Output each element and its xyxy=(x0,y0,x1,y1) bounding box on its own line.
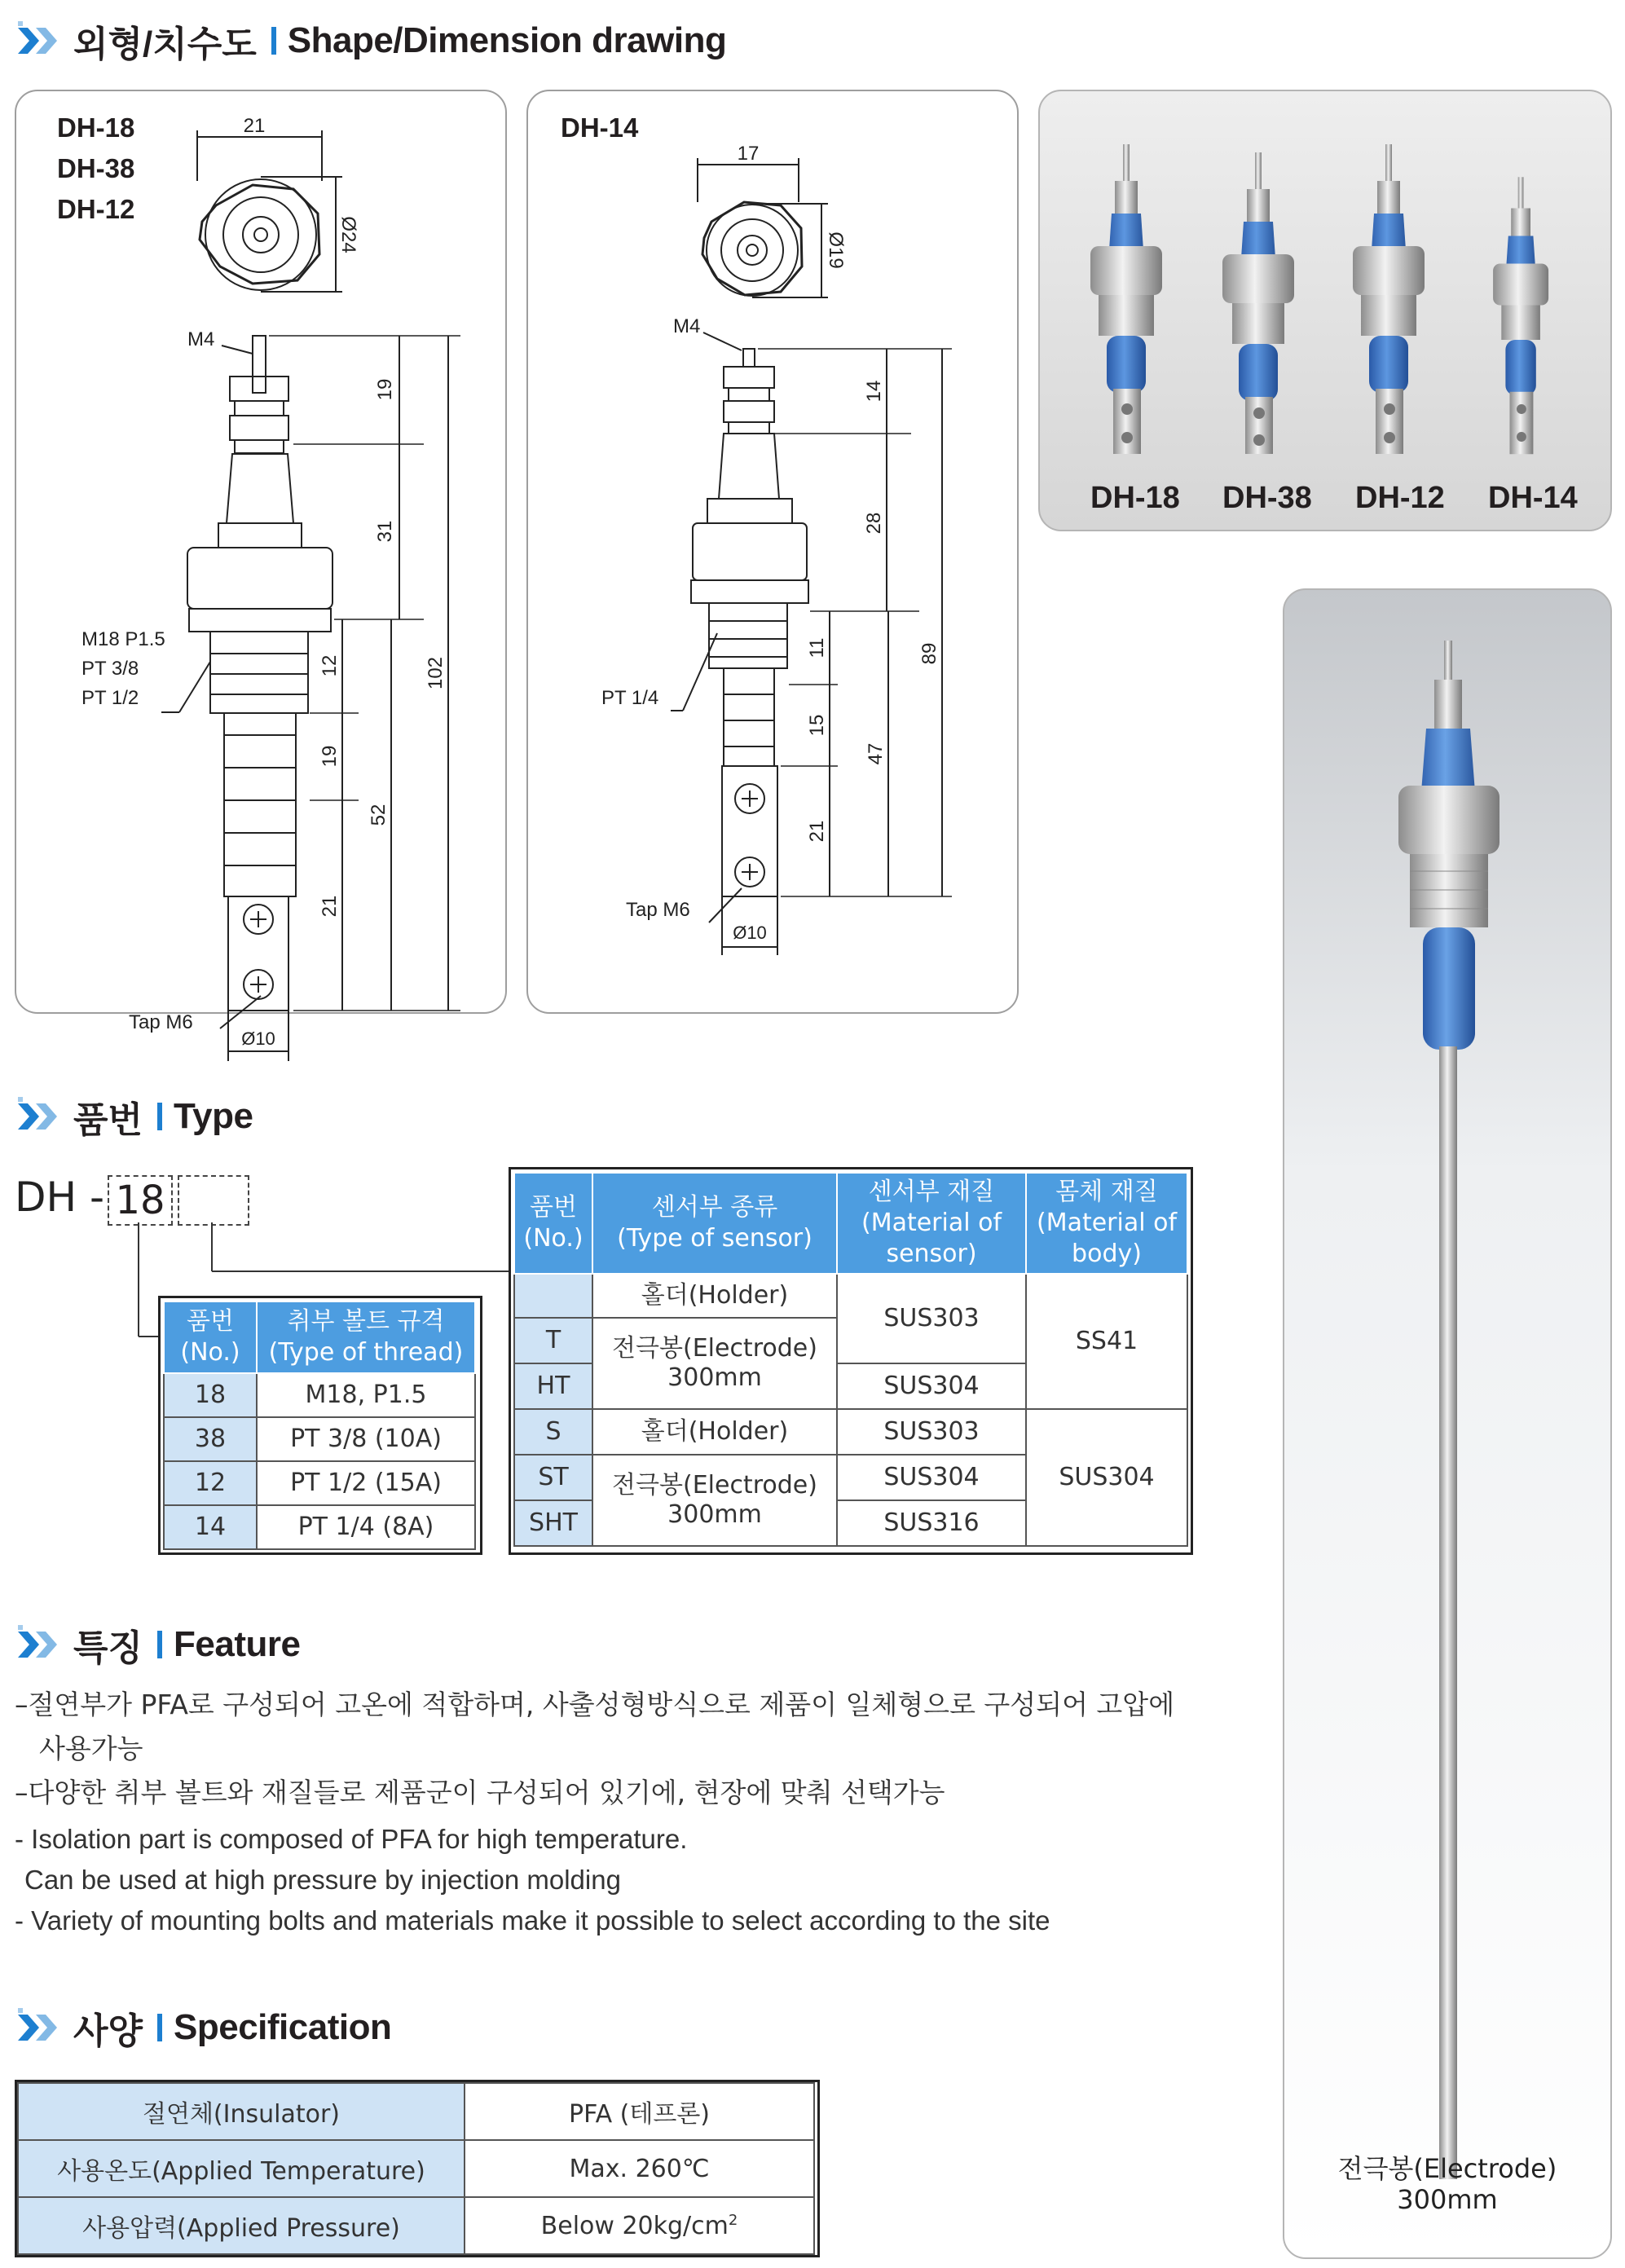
dim-text: Ø10 xyxy=(241,1028,275,1049)
cell-no: ST xyxy=(514,1455,592,1500)
cell-thread: PT 1/4 (8A) xyxy=(257,1505,475,1549)
double-chevron-icon xyxy=(15,2008,62,2047)
section-title-ko: 외형/치수도 xyxy=(73,24,257,64)
cell-no: HT xyxy=(514,1363,592,1409)
th-sensor-material: 센서부 재질 (Material of sensor) xyxy=(837,1173,1026,1274)
section-header-spec xyxy=(15,2003,391,2052)
dim-text: Ø10 xyxy=(733,923,767,943)
cell-no xyxy=(514,1274,592,1318)
electrode-caption-length: 300mm xyxy=(1397,2184,1498,2215)
dim-text: 31 xyxy=(374,520,396,543)
section-title-ko: 품번 xyxy=(73,1100,143,1140)
spec-key: 절연체(Insulator) xyxy=(18,2083,465,2140)
cell-sensor-material: SUS316 xyxy=(837,1500,1026,1546)
thread-label: PT 1/2 xyxy=(81,687,139,709)
pressure-value: Below 20kg/cm xyxy=(540,2211,729,2240)
feature-ko-1-cont: 사용가능 xyxy=(39,1733,143,1764)
cell-body-material: SS41 xyxy=(1026,1274,1187,1409)
electrode-length: 300mm xyxy=(667,1363,762,1392)
thread-tag: M4 xyxy=(673,315,701,337)
cell-no: 18 xyxy=(164,1373,257,1417)
dim-text: Ø24 xyxy=(337,216,359,253)
cell-sensor-type xyxy=(592,1318,837,1409)
cell-sensor-material: SUS304 xyxy=(837,1455,1026,1500)
dim-text: 21 xyxy=(806,820,828,843)
th-body-material: 몸체 재질 (Material of body) xyxy=(1026,1173,1187,1274)
cell-sensor-material: SUS303 xyxy=(837,1274,1026,1363)
cell-no: S xyxy=(514,1409,592,1455)
model-label: DH-18 xyxy=(57,112,135,143)
electrode-label: 전극봉(Electrode) xyxy=(612,1471,817,1500)
sensor-table xyxy=(513,1172,1188,1547)
photo-caption: DH-14 xyxy=(1488,481,1578,515)
cell-no: 38 xyxy=(164,1417,257,1461)
thread-label: PT 1/4 xyxy=(601,687,659,709)
feature-en-2: - Variety of mounting bolts and materials make it possible to select according to the site xyxy=(15,1905,1050,1936)
spec-value xyxy=(465,2197,814,2254)
tap-label: Tap M6 xyxy=(129,1011,193,1033)
dim-text: 17 xyxy=(737,143,760,165)
dim-text: 28 xyxy=(863,512,885,535)
electrode-label: 전극봉(Electrode) xyxy=(612,1334,817,1363)
section-header-feature xyxy=(15,1620,300,1669)
photo-caption: DH-12 xyxy=(1355,481,1445,515)
dim-text: 21 xyxy=(319,895,341,918)
cell-no: SHT xyxy=(514,1500,592,1546)
double-chevron-icon xyxy=(15,1625,62,1664)
thread-label: PT 3/8 xyxy=(81,658,139,680)
divider xyxy=(157,1631,162,1658)
section-title-en: Feature xyxy=(174,1624,301,1664)
section-title-ko: 특징 xyxy=(73,1628,143,1668)
spec-key: 사용압력(Applied Pressure) xyxy=(18,2197,465,2254)
cell-sensor-material: SUS304 xyxy=(837,1363,1026,1409)
section-title-en: Type xyxy=(174,1096,253,1136)
spec-value: PFA (테프론) xyxy=(465,2083,814,2140)
cell-no: 12 xyxy=(164,1461,257,1505)
type-code-prefix: DH - xyxy=(15,1174,105,1221)
model-label: DH-14 xyxy=(561,112,639,143)
th-no: 품번 (No.) xyxy=(164,1301,257,1373)
cell-sensor-type: 홀더(Holder) xyxy=(592,1274,837,1318)
electrode-caption: 전극봉(Electrode) xyxy=(1337,2153,1557,2184)
dim-text: 47 xyxy=(865,742,887,765)
section-title-en: Shape/Dimension drawing xyxy=(287,20,727,60)
thread-tag: M4 xyxy=(187,328,215,350)
dim-text: 89 xyxy=(918,642,940,665)
type-code-box-thread: 18 xyxy=(108,1175,173,1226)
dim-text: 12 xyxy=(319,654,341,677)
cell-sensor-type: 홀더(Holder) xyxy=(592,1409,837,1455)
cell-sensor-material: SUS303 xyxy=(837,1409,1026,1455)
model-label: DH-38 xyxy=(57,153,135,183)
cell-sensor-type xyxy=(592,1455,837,1546)
tap-label: Tap M6 xyxy=(626,899,690,921)
photo-caption: DH-18 xyxy=(1090,481,1180,515)
spec-table xyxy=(17,2082,815,2255)
model-label: DH-12 xyxy=(57,194,135,224)
th-thread: 취부 볼트 규격 (Type of thread) xyxy=(257,1301,475,1373)
spec-key: 사용온도(Applied Temperature) xyxy=(18,2140,465,2197)
dim-text: 19 xyxy=(374,378,396,401)
cell-no: 14 xyxy=(164,1505,257,1549)
photo-caption: DH-38 xyxy=(1222,481,1312,515)
th-no: 품번 (No.) xyxy=(514,1173,592,1274)
feature-en-1: - Isolation part is composed of PFA for high temperature. xyxy=(15,1824,688,1854)
divider xyxy=(157,2014,162,2041)
superscript: 2 xyxy=(728,2211,738,2229)
dim-text: Ø19 xyxy=(825,231,847,269)
cell-body-material: SUS304 xyxy=(1026,1409,1187,1546)
th-sensor-type: 센서부 종류 (Type of sensor) xyxy=(592,1173,837,1274)
dim-text: 102 xyxy=(425,656,447,690)
feature-ko-2: –다양한 취부 볼트와 재질들로 제품군이 구성되어 있기에, 현장에 맞춰 선택가능 xyxy=(15,1777,945,1808)
cell-thread: PT 3/8 (10A) xyxy=(257,1417,475,1461)
spec-value: Max. 260℃ xyxy=(465,2140,814,2197)
section-title-en: Specification xyxy=(174,2007,392,2047)
cell-thread: PT 1/2 (15A) xyxy=(257,1461,475,1505)
electrode-length: 300mm xyxy=(667,1500,762,1529)
dim-text: 15 xyxy=(806,714,828,737)
cell-thread: M18, P1.5 xyxy=(257,1373,475,1417)
dim-text: 19 xyxy=(319,745,341,768)
thread-label: M18 P1.5 xyxy=(81,628,165,650)
dim-text: 11 xyxy=(806,637,828,658)
dim-text: 21 xyxy=(243,115,266,137)
cell-no: T xyxy=(514,1318,592,1363)
feature-ko-1: –절연부가 PFA로 구성되어 고온에 적합하며, 사출성형방식으로 제품이 일체형으로 구성되어 고압에 xyxy=(15,1689,1175,1720)
feature-en-1-cont: Can be used at high pressure by injection molding xyxy=(24,1865,621,1895)
section-title-ko: 사양 xyxy=(73,2011,143,2051)
dim-text: 52 xyxy=(368,804,390,826)
thread-table xyxy=(163,1301,476,1550)
dim-text: 14 xyxy=(863,380,885,403)
